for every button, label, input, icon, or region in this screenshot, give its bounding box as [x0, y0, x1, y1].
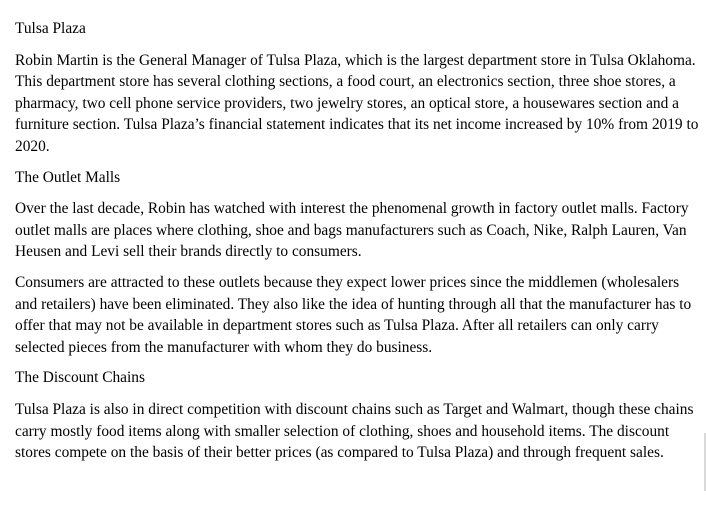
- paragraph-outlet-malls-growth: Over the last decade, Robin has watched with interest the phenomenal growth in factory outlet malls. Factory outlet malls are places where clothing, shoe and bags manufacturers such as Coach, Nike, Ralph Lauren, Van Heusen and Levi sell their brands directly to consumers.: [15, 200, 689, 261]
- paragraph-outlet-malls-consumers: Consumers are attracted to these outlets because they expect lower prices since the middlemen (wholesalers and retailers) have been eliminated. They also like the idea of hunting through all that the manufacturer has to offer that may not be available in department stores such as Tulsa Plaza. After all retailers can only carry selected pieces from the manufacturer with whom they do business.: [15, 273, 692, 356]
- section-heading-tulsa-plaza: Tulsa Plaza: [15, 20, 86, 37]
- paragraph-tulsa-plaza-intro: Robin Martin is the General Manager of Tulsa Plaza, which is the largest department store in Tulsa Oklahoma. This department store has several clothing sections, a food court, an electronics section, three shoe stores, a pharmacy, two cell phone service providers, two jewelry stores, an optical store, a housewares section and a furniture section. Tulsa Plaza’s financial statement indicates that its net income increased by 10% from 2019 to 2020.: [15, 51, 699, 155]
- section-heading-outlet-malls: The Outlet Malls: [15, 168, 121, 186]
- document-page: [15, 18, 700, 464]
- section-heading-discount-chains: The Discount Chains: [15, 369, 145, 387]
- paragraph-discount-chains: Tulsa Plaza is also in direct competition with discount chains such as Target and Walmart, though these chains carry mostly food items along with smaller selection of clothing, shoes and household items. The discount stores compete on the basis of their better prices (as compared to Tulsa Plaza) and through frequent sales.: [15, 400, 694, 462]
